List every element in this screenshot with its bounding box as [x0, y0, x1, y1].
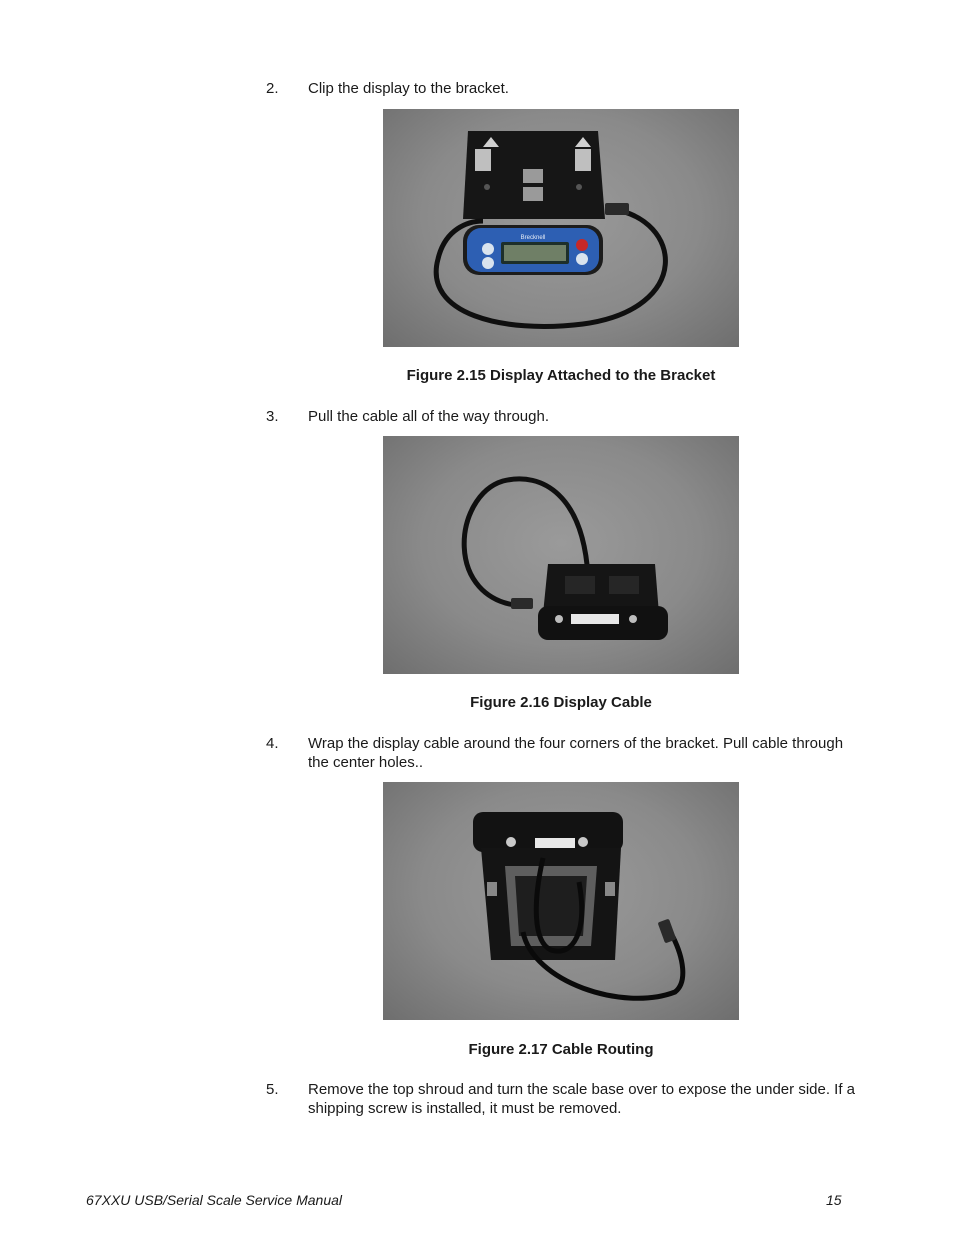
step-number: 2.	[266, 80, 279, 97]
display-cable-image	[383, 436, 739, 674]
figure-2-15-photo	[383, 109, 739, 347]
figure-2-16-photo	[383, 436, 739, 674]
brand-logo-text: Brecknell	[520, 235, 546, 241]
footer-manual-title: 67XXU USB/Serial Scale Service Manual	[86, 1192, 343, 1208]
figure-2-17-caption: Figure 2.17 Cable Routing	[468, 1041, 654, 1058]
step-text: Wrap the display cable around the four corners of the bracket. Pull cable through the center holes..	[308, 735, 844, 771]
cable-routing-image	[383, 782, 739, 1020]
figure-2-15-caption: Figure 2.15 Display Attached to the Bracket	[406, 367, 716, 384]
step-number: 5.	[266, 1081, 279, 1098]
step-text: Clip the display to the bracket.	[308, 80, 509, 97]
figure-2-16-caption: Figure 2.16 Display Cable	[470, 694, 652, 711]
figure-2-17-photo	[383, 782, 739, 1020]
step-text: Remove the top shroud and turn the scale base over to expose the under side. If a shipping screw is installed, it must be removed.	[308, 1081, 856, 1117]
step-number: 3.	[266, 408, 279, 425]
step-number: 4.	[266, 735, 279, 752]
footer-page-number: 15	[826, 1192, 842, 1208]
display-on-bracket-image	[383, 109, 739, 347]
step-text: Pull the cable all of the way through.	[308, 408, 549, 425]
